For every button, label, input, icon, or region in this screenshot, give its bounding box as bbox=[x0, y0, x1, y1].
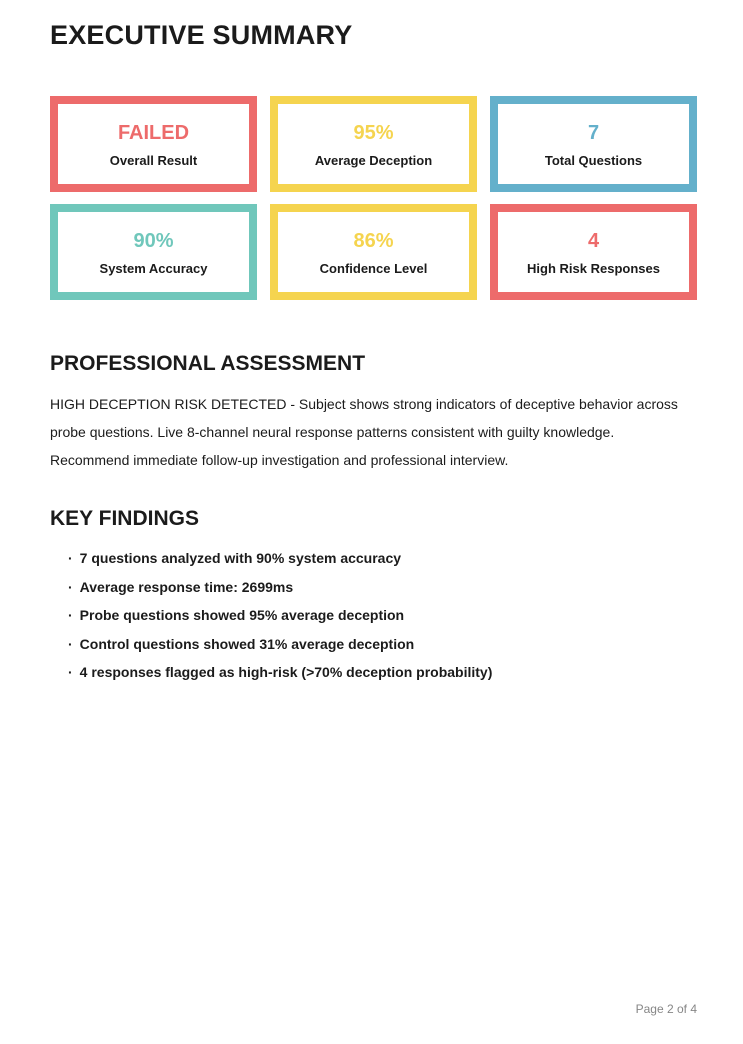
metric-card-overall-result bbox=[50, 96, 257, 192]
metrics-grid bbox=[50, 96, 697, 300]
finding-text: 4 responses flagged as high-risk (>70% deception probability) bbox=[79, 664, 493, 680]
metric-label: High Risk Responses bbox=[527, 261, 660, 276]
metric-value: FAILED bbox=[117, 122, 190, 144]
assessment-heading: PROFESSIONAL ASSESSMENT bbox=[50, 352, 366, 375]
metric-card-total-questions bbox=[490, 96, 697, 192]
assessment-body: HIGH DECEPTION RISK DETECTED - Subject shows strong indicators of deceptive behavior across probe questions. Live 8-channel neural response patterns consistent with guilty knowledge. Recommend immediate follow-up investigation and professional interview. bbox=[50, 396, 678, 468]
finding-item bbox=[68, 601, 697, 630]
bullet-dot: · bbox=[68, 607, 73, 623]
metric-card-system-accuracy bbox=[50, 204, 257, 300]
findings-heading: KEY FINDINGS bbox=[50, 507, 199, 530]
metric-card-average-deception bbox=[270, 96, 477, 192]
metric-card-high-risk-responses bbox=[490, 204, 697, 300]
finding-text: Probe questions showed 95% average deception bbox=[79, 607, 405, 623]
finding-text: Control questions showed 31% average deception bbox=[79, 635, 415, 652]
metric-card-confidence-level bbox=[270, 204, 477, 300]
bullet-dot: · bbox=[68, 550, 73, 566]
bullet-dot: · bbox=[68, 578, 73, 595]
metric-label: System Accuracy bbox=[99, 261, 208, 276]
metric-label: Confidence Level bbox=[319, 261, 428, 276]
metric-value: 95% bbox=[353, 122, 394, 144]
findings-list bbox=[50, 544, 697, 687]
metric-value: 4 bbox=[587, 230, 600, 252]
metric-label: Average Deception bbox=[314, 153, 433, 168]
finding-text: 7 questions analyzed with 90% system accuracy bbox=[79, 550, 402, 566]
page-title: EXECUTIVE SUMMARY bbox=[50, 20, 353, 50]
metric-label: Total Questions bbox=[544, 153, 643, 168]
finding-item bbox=[68, 658, 697, 687]
bullet-dot: · bbox=[68, 635, 73, 652]
bullet-dot: · bbox=[68, 664, 73, 680]
metric-label: Overall Result bbox=[109, 153, 198, 168]
page-number: Page 2 of 4 bbox=[635, 1002, 697, 1016]
finding-item bbox=[68, 573, 697, 602]
metric-value: 90% bbox=[133, 230, 174, 252]
finding-item bbox=[68, 544, 697, 573]
finding-item bbox=[68, 630, 697, 659]
finding-text: Average response time: 2699ms bbox=[79, 578, 294, 595]
metric-value: 86% bbox=[353, 230, 394, 252]
metric-value: 7 bbox=[587, 122, 600, 144]
